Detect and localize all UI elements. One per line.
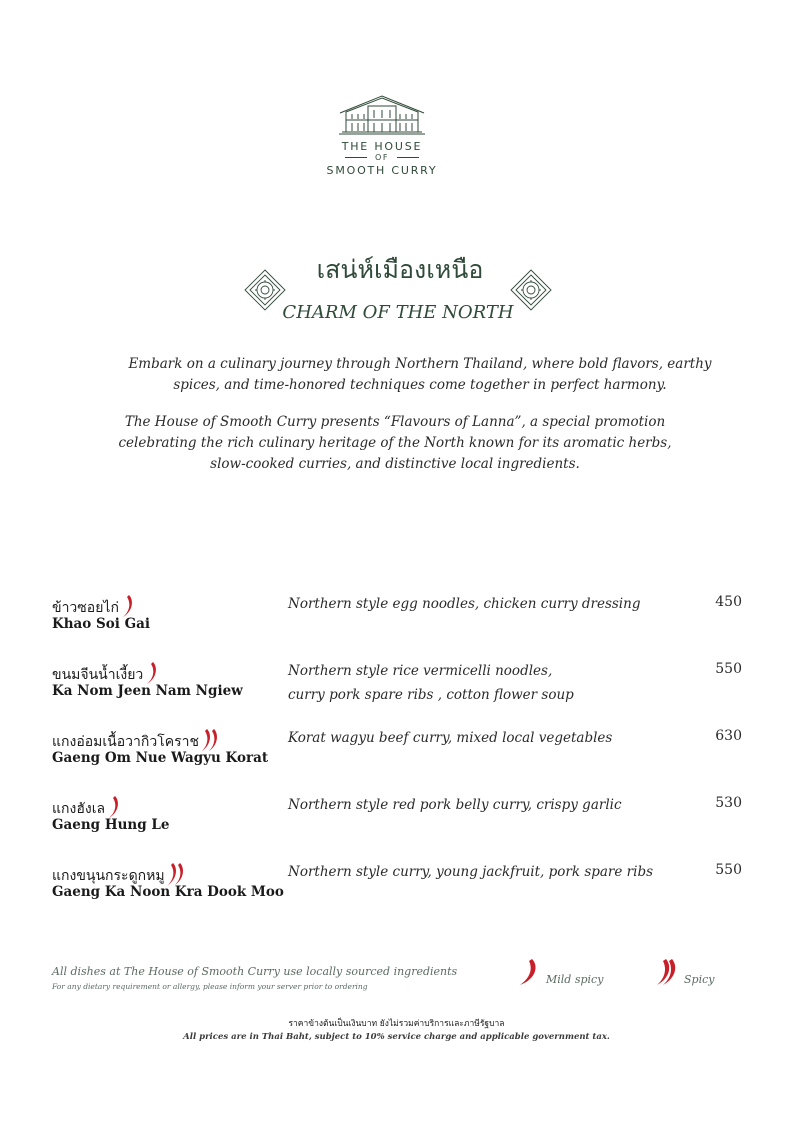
thai-ornament-right-icon: [510, 269, 552, 315]
logo-line-1: THE HOUSE: [341, 140, 423, 153]
intro-paragraph-2: The House of Smooth Curry presents “Flavours of Lanna”, a special promotion celebrating the rich culinary heritage of the North known for its aromatic herbs, slow-cooked curries, and distinctive local ingredients.: [118, 414, 672, 472]
logo-line-2: OF: [316, 153, 448, 162]
restaurant-logo: [316, 92, 448, 184]
menu-item: [52, 795, 752, 855]
dish-name-english: Gaeng Om Nue Wagyu Korat: [52, 750, 269, 766]
dish-description: Northern style rice vermicelli noodles, curry pork spare ribs , cotton flower soup: [288, 663, 574, 703]
dish-name-english: Ka Nom Jeen Nam Ngiew: [52, 683, 243, 699]
spicy-chili-icon: [656, 958, 678, 990]
legend-spicy-label: Spicy: [684, 972, 715, 986]
legend-spicy: [656, 958, 714, 990]
mild-chili-icon: [518, 958, 540, 990]
price-note-thai: ราคาข้างต้นเป็นเงินบาท ยังไม่รวมค่าบริการและภาษีรัฐบาล: [288, 1019, 505, 1029]
title-english: CHARM OF THE NORTH: [282, 302, 514, 323]
menu-item: [52, 728, 752, 788]
dish-name-thai: ข้าวซอยไก่: [52, 600, 119, 616]
house-building-icon: [338, 92, 426, 136]
dish-description: Northern style red pork belly curry, crispy garlic: [288, 797, 622, 813]
dish-name-thai: ขนมจีนน้ำเงี้ยว: [52, 667, 144, 683]
dish-price: 530: [715, 795, 742, 811]
dish-name-english: Gaeng Hung Le: [52, 817, 170, 833]
menu-item: [52, 661, 752, 721]
dish-name-english: Khao Soi Gai: [52, 616, 150, 632]
dish-price: 550: [715, 661, 742, 677]
price-note-english: All prices are in Thai Baht, subject to 10% service charge and applicable government tax.: [183, 1032, 610, 1042]
dish-name-thai: แกงอ่อมเนื้อวากิวโคราช: [52, 734, 199, 750]
dish-name-thai: แกงฮังเล: [52, 801, 106, 817]
allergy-note: For any dietary requirement or allergy, please inform your server prior to ordering: [52, 982, 368, 991]
legend-mild-label: Mild spicy: [546, 972, 604, 986]
dish-price: 550: [715, 862, 742, 878]
menu-item: [52, 594, 752, 654]
dish-description: Northern style curry, young jackfruit, pork spare ribs: [288, 864, 654, 880]
legend-mild: [518, 958, 603, 990]
dish-name-thai: แกงขนุนกระดูกหมู: [52, 868, 165, 884]
logo-line-3: SMOOTH CURRY: [326, 164, 438, 177]
intro-paragraph-1: Embark on a culinary journey through Northern Thailand, where bold flavors, earthy spices, and time-honored techniques come together in perfect harmony.: [128, 356, 712, 393]
menu-item: [52, 862, 752, 922]
title-thai: เสน่ห์เมืองเหนือ: [316, 255, 484, 284]
dish-price: 630: [715, 728, 742, 744]
sourcing-note: All dishes at The House of Smooth Curry use locally sourced ingredients: [52, 965, 458, 978]
dish-description: Korat wagyu beef curry, mixed local vegetables: [288, 730, 613, 746]
dish-description: Northern style egg noodles, chicken curry dressing: [288, 596, 641, 612]
dish-name-english: Gaeng Ka Noon Kra Dook Moo: [52, 884, 284, 900]
dish-price: 450: [715, 594, 742, 610]
